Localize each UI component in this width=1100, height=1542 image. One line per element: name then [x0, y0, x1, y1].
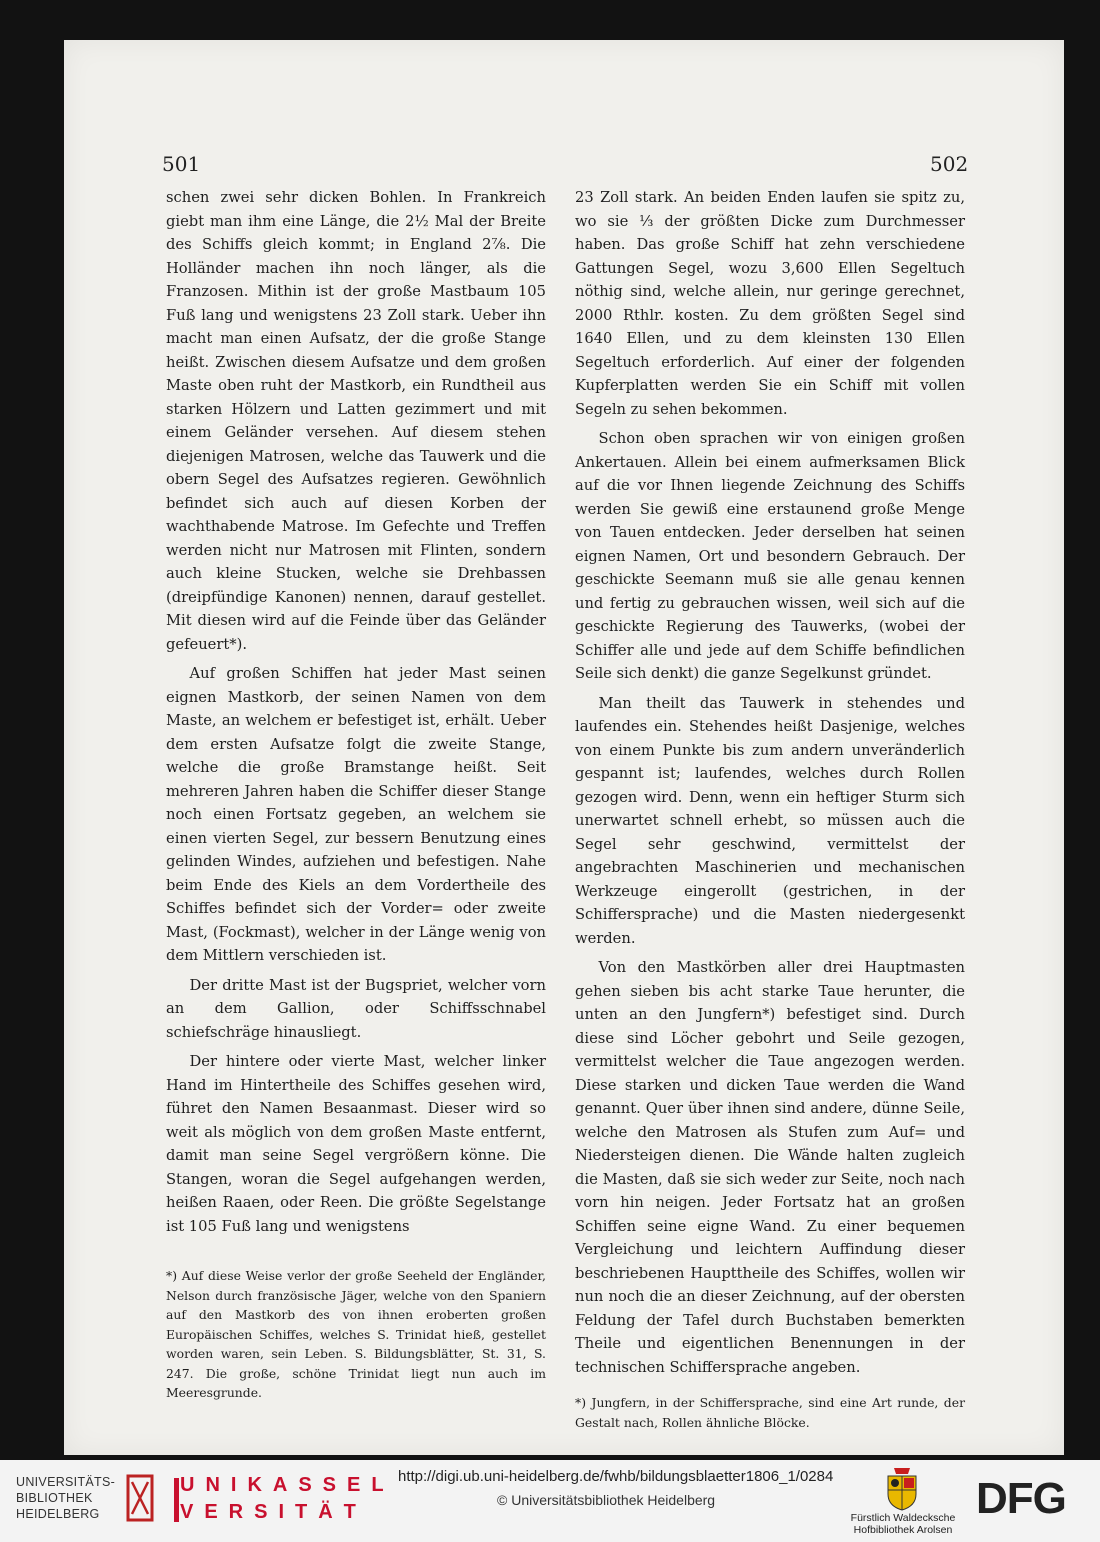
- dfg-logo[interactable]: DFG: [976, 1474, 1066, 1523]
- paragraph: Der hintere oder vierte Mast, welcher linker Hand im Hintertheile des Schiffes gesehen wird, führet den Namen Besaanmast. Dieser wird so weit als möglich von dem großen Maste entfernt, damit man seine Segel vergrößern könne. Die Stangen, woran die Segel aufgehangen werden, heißen Raaen, oder Reen. Die größte Segelstange ist 105 Fuß lang und wenigstens: [166, 1053, 546, 1235]
- right-column: [575, 186, 965, 1432]
- footnote: *) Jungfern, in der Schiffersprache, sind eine Art runde, der Gestalt nach, Rollen ähnliche Blöcke.: [575, 1395, 965, 1430]
- page-number-left: 501: [162, 152, 201, 176]
- footnote: *) Auf diese Weise verlor der große Seeheld der Engländer, Nelson durch französische Jäger, welche von den Spaniern auf den Mastkorb des von ihnen eroberten großen Europäischen Schiffes, welches S. Trinidat hieß, gestellet worden waren, sein Leben. S. Bildungsblätter, St. 31, S. 247. Die große, schöne Trinidat liegt nun auch im Meeresgrunde.: [166, 1268, 546, 1400]
- kassel-line: UNIKASSEL: [180, 1474, 395, 1496]
- left-column: [166, 186, 546, 1403]
- paragraph: Der dritte Mast ist der Bugspriet, welcher vorn an dem Gallion, oder Schiffsschnabel schiefschräge hinausliegt.: [166, 976, 546, 1041]
- ub-logo-line: BIBLIOTHEK: [16, 1491, 93, 1505]
- paragraph: schen zwei sehr dicken Bohlen. In Frankreich giebt man ihm eine Länge, die 2½ Mal der Breite des Schiffs gleich kommt; in England 2⅞. Die Holländer machen ihn noch länger, als die Franzosen. Mithin ist der große Mastbaum 105 Fuß lang und wenigstens 23 Zoll stark. Ueber ihn macht man einen Aufsatz, der die große Stange heißt. Zwischen diesem Aufsatze und dem großen Maste oben ruht der Mastkorb, ein Rundtheil aus starken Hölzern und Latten gezimmert und mit einem Geländer versehen. Auf diesem stehen diejenigen Matrosen, welche das Tauwerk und die obern Segel des Aufsatzes regieren. Gewöhnlich befindet sich auch auf diesen Korben der wachthabende Matrose. Im Gefechte und Treffen werden nicht nur Matrosen mit Flinten, sondern auch kleine Stucken, welche sie Drehbassen (dreipfündige Kanonen) nennen, darauf gestellet. Mit diesen wird auf die Feinde über das Geländer gefeuert*).: [166, 189, 546, 653]
- viewer-footer: [0, 1460, 1100, 1542]
- paragraph: Auf großen Schiffen hat jeder Mast seinen eignen Mastkorb, der seinen Namen von dem Maste, an welchem er befestiget ist, erhält. Ueber dem ersten Aufsatze folgt die zweite Stange, welche die große Bramstange heißt. Seit mehreren Jahren haben die Schiffer dieser Stange noch einen Fortsatz gegeben, an welchem sie einen vierten Segel, zur bessern Benutzung eines gelinden Windes, aufziehen und befestigen. Nahe beim Ende des Kiels an dem Vordertheile des Schiffes befindet sich der Vorder= oder zweite Mast, (Fockmast), welcher in der Länge wenig von dem Mittlern verschieden ist.: [166, 665, 546, 964]
- arolsen-line: Hofbibliothek Arolsen: [853, 1524, 953, 1536]
- waldeck-crest-icon: [882, 1466, 922, 1512]
- ub-heidelberg-logo[interactable]: [16, 1474, 115, 1522]
- paragraph: Man theilt das Tauwerk in stehendes und laufendes ein. Stehendes heißt Dasjenige, welches von einem Punkte bis zum andern unveränderlich gespannt ist; laufendes, welches durch Rollen gezogen wird. Denn, wenn ein heftiger Sturm sich unerwartet schnell erhebt, so müssen auch die Segel sehr geschwind, vermittelst der angebrachten Maschinerien und mechanischen Werkzeuge eingerollt (gestrichen, in der Schiffersprache) und die Masten niedergesenkt werden.: [575, 694, 965, 947]
- arolsen-line: Fürstlich Waldecksche: [850, 1512, 956, 1524]
- copyright-text: © Universitätsbibliothek Heidelberg: [497, 1492, 716, 1508]
- paragraph: Schon oben sprachen wir von einigen großen Ankertauen. Allein bei einem aufmerksamen Blick auf die vor Ihnen liegende Zeichnung des Schiffs werden Sie gewiß eine erstaunend große Menge von Tauen entdecken. Jeder derselben hat seinen eignen Namen, Ort und besondern Gebrauch. Der geschickte Seemann muß sie alle genau kennen und fertig zu gebrauchen wissen, weil sich auf die geschickte Regierung des Tauwerks, (wobei der Schiffer alle und jede auf dem Schiffe befindlichen Seile sich denkt) die ganze Segelkunst gründet.: [575, 430, 965, 682]
- ub-logo-line: HEIDELBERG: [16, 1507, 100, 1521]
- uni-kassel-logo[interactable]: [180, 1472, 395, 1526]
- page-number-right: 502: [930, 152, 969, 176]
- arolsen-library-label: [838, 1512, 968, 1536]
- paragraph: 23 Zoll stark. An beiden Enden laufen sie spitz zu, wo sie ⅓ der größten Dicke zum Durchmesser haben. Das große Schiff hat zehn verschiedene Gattungen Segel, wozu 3,600 Ellen Segeltuch nöthig sind, welche allein, nur geringe gerechnet, 2000 Rthlr. kosten. Zu dem größten Segel sind 1640 Ellen, und zu dem kleinsten 130 Ellen Segeltuch erforderlich. Auf einer der folgenden Kupferplatten werden Sie ein Schiff mit vollen Segeln zu sehen bekommen.: [575, 189, 965, 418]
- ub-logo-line: UNIVERSITÄTS-: [16, 1475, 116, 1489]
- permalink-url[interactable]: http://digi.ub.uni-heidelberg.de/fwhb/bildungsblaetter1806_1/0284: [398, 1468, 834, 1485]
- paragraph: Von den Mastkörben aller drei Hauptmasten gehen sieben bis acht starke Taue herunter, die unten an den Jungfern*) befestiget sind. Durch diese sind Löcher gebohrt und Seile gezogen, vermittelst welcher die Taue angezogen werden. Diese starken und dicken Taue werden die Wand genannt. Quer über ihnen sind andere, dünne Seile, welche den Matrosen als Stufen zum Auf= und Niedersteigen dienen. Die Wände halten zugleich die Masten, daß sie sich weder zur Seite, noch nach vorn hin neigen. Jeder Fortsatz hat an großen Schiffen seine eigne Wand. Zu einer bequemen Vergleichung und leichtern Auffindung dieser beschriebenen Haupttheile des Schiffes, wollen wir nun noch die an dieser Zeichnung, auf der obersten Feldung der Tafel durch Buchstaben bemerkten Theile und eigentlichen Benennungen in der technischen Schiffersprache angeben.: [575, 959, 965, 1376]
- kassel-line: VERSITÄT: [180, 1501, 367, 1523]
- ub-emblem-icon: [122, 1472, 160, 1524]
